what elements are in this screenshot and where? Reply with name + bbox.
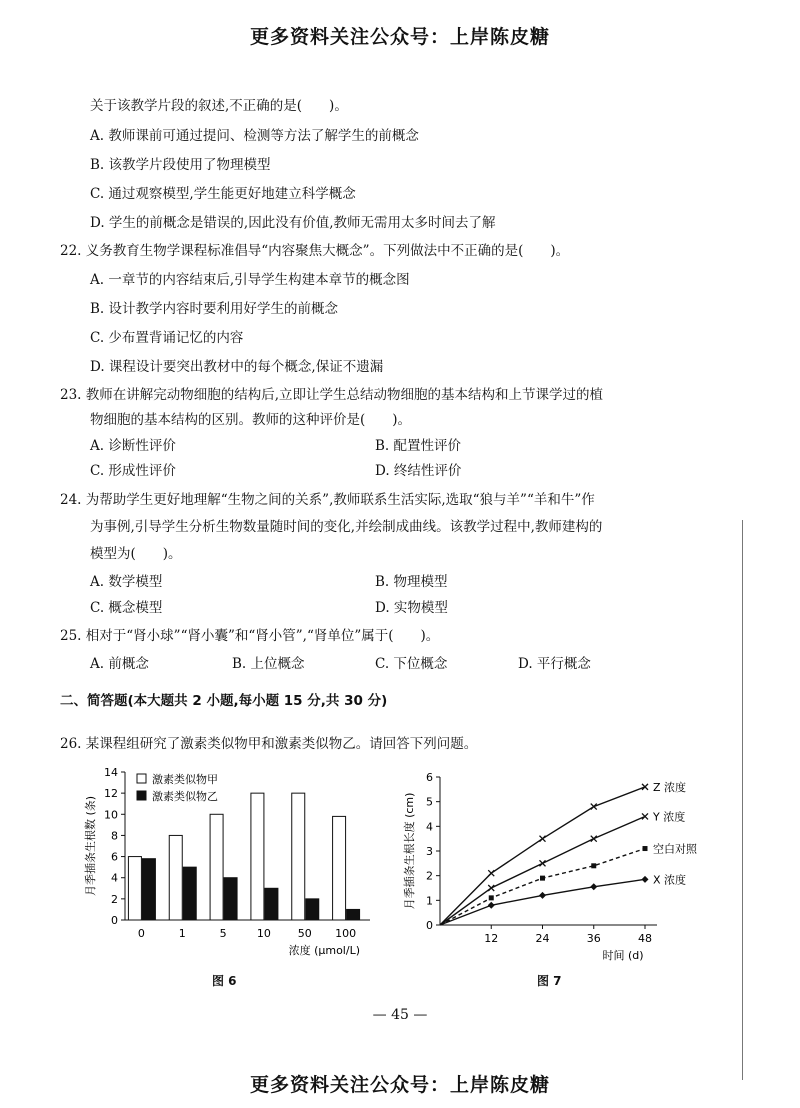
- data-point: [488, 902, 495, 909]
- y-axis-label: 月季插条生根数 (条): [84, 795, 97, 897]
- series-line: [440, 816, 645, 925]
- y-tick-label: 12: [104, 787, 118, 801]
- q23-stem-line2: 物细胞的基本结构的区别。教师的这种评价是( )。: [90, 412, 412, 428]
- data-point: [489, 895, 494, 900]
- legend-label: 激素类似物乙: [152, 790, 218, 803]
- data-point: [643, 846, 648, 851]
- figure-7-caption: 图 7: [537, 974, 562, 988]
- q24-stem-line3: 模型为( )。: [90, 546, 182, 562]
- bar: [169, 835, 182, 920]
- figure-6-bar-chart: [80, 760, 380, 960]
- y-tick-label: 6: [426, 771, 433, 784]
- q23-option-d: D. 终结性评价: [375, 463, 462, 479]
- page-number: — 45 —: [372, 1007, 428, 1023]
- series-label: Z 浓度: [653, 780, 687, 794]
- q25-option-b: B. 上位概念: [232, 656, 305, 672]
- data-point: [540, 876, 545, 881]
- x-tick-label: 0: [137, 927, 145, 940]
- series-label: X 浓度: [653, 873, 687, 887]
- q24-option-c: C. 概念模型: [90, 600, 163, 616]
- q21-option-a: A. 教师课前可通过提问、检测等方法了解学生的前概念: [90, 128, 419, 144]
- q25-option-a: A. 前概念: [90, 656, 149, 672]
- series-line: [440, 787, 645, 925]
- x-tick-label: 48: [638, 932, 652, 945]
- q23-option-b: B. 配置性评价: [375, 438, 462, 454]
- data-point: [590, 883, 597, 890]
- data-point: [591, 836, 597, 842]
- x-tick-label: 12: [484, 932, 499, 945]
- x-axis-label: 时间 (d): [602, 949, 644, 962]
- q22-option-c: C. 少布置背诵记忆的内容: [90, 330, 244, 346]
- y-tick-label: 2: [111, 892, 118, 906]
- section-title: 二、简答题(本大题共 2 小题,每小题 15 分,共 30 分): [60, 693, 388, 709]
- q24-stem-line2: 为事例,引导学生分析生物数量随时间的变化,并绘制成曲线。该教学过程中,教师建构的: [90, 519, 603, 535]
- q21-option-b: B. 该教学片段使用了物理模型: [90, 157, 271, 173]
- y-tick-label: 4: [111, 871, 118, 885]
- x-tick-label: 10: [256, 927, 271, 940]
- bar: [292, 793, 305, 920]
- q22-option-b: B. 设计教学内容时要利用好学生的前概念: [90, 301, 339, 317]
- data-point: [591, 804, 597, 810]
- y-tick-label: 5: [426, 795, 433, 809]
- y-tick-label: 8: [111, 829, 118, 843]
- data-point: [642, 813, 648, 819]
- q21-stem: 关于该教学片段的叙述,不正确的是( )。: [90, 98, 348, 114]
- legend-label: 激素类似物甲: [152, 773, 218, 786]
- x-axis-label: 浓度 (μmol/L): [288, 944, 360, 957]
- data-point: [642, 876, 649, 883]
- page-footer-watermark: 更多资料关注公众号：上岸陈皮糖: [249, 1074, 550, 1096]
- data-point: [540, 836, 546, 842]
- q24-option-b: B. 物理模型: [375, 574, 448, 590]
- legend-swatch: [137, 774, 146, 783]
- data-point: [591, 863, 596, 868]
- x-tick-label: 100: [335, 927, 357, 940]
- y-tick-label: 10: [104, 808, 118, 822]
- q23-stem-line1: 23. 教师在讲解完动物细胞的结构后,立即让学生总结动物细胞的基本结构和上节课学过的植: [60, 387, 604, 403]
- bar: [265, 888, 278, 920]
- y-tick-label: 6: [111, 850, 118, 864]
- y-tick-label: 2: [426, 869, 433, 883]
- q23-option-c: C. 形成性评价: [90, 463, 176, 479]
- bar: [347, 909, 360, 920]
- legend-swatch: [137, 791, 146, 800]
- q24-option-a: A. 数学模型: [90, 574, 163, 590]
- y-tick-label: 0: [426, 919, 433, 932]
- data-point: [488, 870, 494, 876]
- q24-option-d: D. 实物模型: [375, 600, 448, 616]
- bar: [306, 899, 319, 920]
- y-tick-label: 14: [104, 766, 118, 779]
- bar: [128, 857, 141, 920]
- data-point: [488, 885, 494, 891]
- y-axis-label: 月季插条生根长度 (cm): [403, 792, 416, 910]
- y-tick-label: 4: [426, 820, 433, 834]
- y-tick-label: 0: [111, 914, 118, 927]
- q21-option-d: D. 学生的前概念是错误的,因此没有价值,教师无需用太多时间去了解: [90, 215, 496, 231]
- x-tick-label: 36: [586, 932, 601, 945]
- bar: [210, 814, 223, 920]
- bar: [224, 878, 237, 920]
- q21-option-c: C. 通过观察模型,学生能更好地建立科学概念: [90, 186, 356, 202]
- q25-option-c: C. 下位概念: [375, 656, 448, 672]
- x-tick-label: 1: [178, 927, 186, 940]
- data-point: [540, 860, 546, 866]
- figure-7-line-chart: [400, 765, 700, 965]
- q22-stem: 22. 义务教育生物学课程标准倡导“内容聚焦大概念”。下列做法中不正确的是( )。: [60, 243, 570, 259]
- series-label: 空白对照: [653, 842, 697, 856]
- q25-stem: 25. 相对于“肾小球”“肾小囊”和“肾小管”,“肾单位”属于( )。: [60, 628, 440, 644]
- data-point: [539, 892, 546, 899]
- figure-6-caption: 图 6: [212, 974, 237, 988]
- x-tick-label: 50: [297, 927, 312, 940]
- x-tick-label: 24: [535, 932, 550, 945]
- q23-option-a: A. 诊断性评价: [90, 438, 176, 454]
- q22-option-a: A. 一章节的内容结束后,引导学生构建本章节的概念图: [90, 272, 410, 288]
- y-tick-label: 3: [426, 845, 433, 858]
- q26-stem: 26. 某课程组研究了激素类似物甲和激素类似物乙。请回答下列问题。: [60, 736, 478, 752]
- x-tick-label: 5: [219, 927, 227, 940]
- bar: [183, 867, 196, 920]
- q22-option-d: D. 课程设计要突出教材中的每个概念,保证不遗漏: [90, 359, 384, 375]
- y-tick-label: 1: [426, 894, 433, 908]
- bar: [251, 793, 264, 920]
- data-point: [642, 784, 648, 790]
- series-label: Y 浓度: [653, 810, 686, 824]
- q25-option-d: D. 平行概念: [518, 656, 591, 672]
- margin-rule: [742, 520, 743, 1080]
- q24-stem-line1: 24. 为帮助学生更好地理解“生物之间的关系”,教师联系生活实际,选取“狼与羊”“羊和牛”作: [60, 492, 595, 508]
- bar: [142, 859, 155, 920]
- bar: [333, 816, 346, 920]
- page-header-watermark: 更多资料关注公众号：上岸陈皮糖: [249, 26, 550, 48]
